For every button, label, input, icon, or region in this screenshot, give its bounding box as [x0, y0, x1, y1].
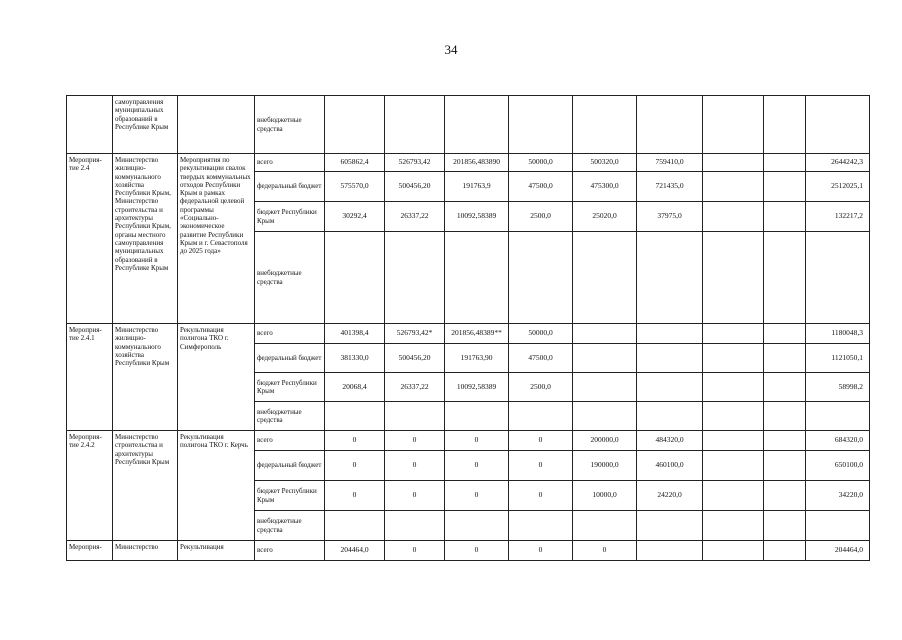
funding-table [66, 95, 870, 561]
total-cell: 132217,2 [806, 202, 870, 232]
value-cell [703, 451, 764, 481]
value-cell: 50000,0 [509, 324, 573, 344]
value-cell: 500456,20 [385, 172, 445, 202]
value-cell: 25020,0 [573, 202, 637, 232]
value-cell: 201856,48389** [445, 324, 509, 344]
source-cell: бюджет Республики Крым [255, 481, 325, 511]
value-cell [764, 344, 806, 373]
value-cell: 0 [325, 451, 385, 481]
value-cell: 0 [509, 541, 573, 561]
value-cell [764, 481, 806, 511]
value-cell: 0 [509, 431, 573, 451]
total-cell: 2512025,1 [806, 172, 870, 202]
measure-label-cell: Мероприя-тие 2.4 [67, 154, 113, 324]
value-cell: 500320,0 [573, 154, 637, 172]
value-cell: 0 [325, 431, 385, 451]
value-cell [703, 344, 764, 373]
value-cell: 37975,0 [637, 202, 703, 232]
value-cell [703, 481, 764, 511]
total-cell: 1180048,3 [806, 324, 870, 344]
value-cell [573, 324, 637, 344]
value-cell [703, 373, 764, 402]
value-cell [764, 154, 806, 172]
source-cell: федеральный бюджет [255, 451, 325, 481]
value-cell [764, 451, 806, 481]
value-cell: 204464,0 [325, 541, 385, 561]
value-cell [764, 202, 806, 232]
page-number: 34 [444, 42, 458, 57]
value-cell [573, 373, 637, 402]
source-cell: внебюджетные средства [255, 402, 325, 431]
measure-name-cell: Мероприятия по рекультивации свалок твердых коммунальных отходов Республики Крым в рамках федеральной целевой программы «Социально-экономическое развитие Республики Крым и г. Севастополя до 2025 года» [178, 154, 255, 324]
value-cell: 401398,4 [325, 324, 385, 344]
value-cell: 0 [509, 481, 573, 511]
value-cell: 26337,22 [385, 373, 445, 402]
executor-cell: Министерство жилищно-коммунального хозяйства Республики Крым, Министерство строительства и архитектуры Республики Крым, органы местного самоуправления муниципальных образований в Республике Крым [113, 154, 178, 324]
total-cell: 58998,2 [806, 373, 870, 402]
value-cell: 0 [385, 541, 445, 561]
value-cell: 460100,0 [637, 451, 703, 481]
value-cell: 0 [385, 481, 445, 511]
table-row [67, 154, 870, 172]
value-cell: 484320,0 [637, 431, 703, 451]
value-cell: 0 [509, 451, 573, 481]
total-cell: 2644242,3 [806, 154, 870, 172]
value-cell: 10092,58389 [445, 373, 509, 402]
value-cell: 0 [385, 431, 445, 451]
value-cell: 721435,0 [637, 172, 703, 202]
value-cell: 381330,0 [325, 344, 385, 373]
source-cell: федеральный бюджет [255, 344, 325, 373]
value-cell: 2500,0 [509, 373, 573, 402]
table-row [67, 431, 870, 451]
source-cell: бюджет Республики Крым [255, 202, 325, 232]
value-cell: 26337,22 [385, 202, 445, 232]
value-cell: 0 [385, 451, 445, 481]
value-cell [637, 324, 703, 344]
value-cell [703, 541, 764, 561]
value-cell: 200000,0 [573, 431, 637, 451]
value-cell: 605862,4 [325, 154, 385, 172]
source-cell: всего [255, 431, 325, 451]
measure-name-cell: Рекультивация [178, 541, 255, 561]
value-cell [764, 373, 806, 402]
total-cell: 1121050,1 [806, 344, 870, 373]
value-cell: 2500,0 [509, 202, 573, 232]
value-cell: 575570,0 [325, 172, 385, 202]
total-cell: 34220,0 [806, 481, 870, 511]
value-cell: 47500,0 [509, 344, 573, 373]
value-cell [637, 541, 703, 561]
measure-label-cell [67, 96, 113, 154]
source-cell: внебюджетные средства [255, 96, 325, 154]
value-cell [637, 373, 703, 402]
value-cell: 10092,58389 [445, 202, 509, 232]
value-cell: 10000,0 [573, 481, 637, 511]
value-cell: 0 [445, 431, 509, 451]
value-cell: 500456,20 [385, 344, 445, 373]
table-row [67, 324, 870, 344]
table-row [67, 541, 870, 561]
value-cell: 0 [445, 541, 509, 561]
value-cell: 0 [325, 481, 385, 511]
value-cell [703, 324, 764, 344]
measure-name-cell: Рекультивация полигона ТКО г. Керчь [178, 431, 255, 541]
value-cell [703, 154, 764, 172]
value-cell [637, 344, 703, 373]
value-cell: 190000,0 [573, 451, 637, 481]
measure-label-cell: Мероприя-тие 2.4.1 [67, 324, 113, 431]
executor-cell: самоуправления муниципальных образований в Республике Крым [113, 96, 178, 154]
source-cell: всего [255, 154, 325, 172]
value-cell [703, 202, 764, 232]
value-cell: 20068,4 [325, 373, 385, 402]
source-cell: федеральный бюджет [255, 172, 325, 202]
value-cell [764, 431, 806, 451]
value-cell: 24220,0 [637, 481, 703, 511]
value-cell [764, 172, 806, 202]
source-cell: внебюджетные средства [255, 232, 325, 324]
value-cell: 191763,90 [445, 344, 509, 373]
value-cell: 0 [445, 451, 509, 481]
value-cell [764, 324, 806, 344]
value-cell: 0 [445, 481, 509, 511]
source-cell: всего [255, 324, 325, 344]
value-cell: 30292,4 [325, 202, 385, 232]
table-row [67, 96, 870, 154]
executor-cell: Министерство строительства и архитектуры Республики Крым [113, 431, 178, 541]
source-cell: внебюджетные средства [255, 511, 325, 541]
measure-name-cell [178, 96, 255, 154]
value-cell [573, 344, 637, 373]
total-cell: 684320,0 [806, 431, 870, 451]
total-cell: 204464,0 [806, 541, 870, 561]
measure-label-cell: Мероприя-тие 2.4.2 [67, 431, 113, 541]
measure-label-cell: Мероприя- [67, 541, 113, 561]
value-cell: 0 [573, 541, 637, 561]
value-cell: 475300,0 [573, 172, 637, 202]
value-cell: 50000,0 [509, 154, 573, 172]
value-cell [703, 172, 764, 202]
executor-cell: Министерство жилищно-коммунального хозяйства Республики Крым [113, 324, 178, 431]
value-cell: 526793,42* [385, 324, 445, 344]
total-cell: 650100,0 [806, 451, 870, 481]
source-cell: всего [255, 541, 325, 561]
value-cell: 526793,42 [385, 154, 445, 172]
value-cell: 47500,0 [509, 172, 573, 202]
measure-name-cell: Рекультивация полигона ТКО г. Симферополь [178, 324, 255, 431]
value-cell: 759410,0 [637, 154, 703, 172]
value-cell [764, 541, 806, 561]
value-cell [703, 431, 764, 451]
source-cell: бюджет Республики Крым [255, 373, 325, 402]
value-cell: 191763,9 [445, 172, 509, 202]
value-cell: 201856,483890 [445, 154, 509, 172]
executor-cell: Министерство [113, 541, 178, 561]
